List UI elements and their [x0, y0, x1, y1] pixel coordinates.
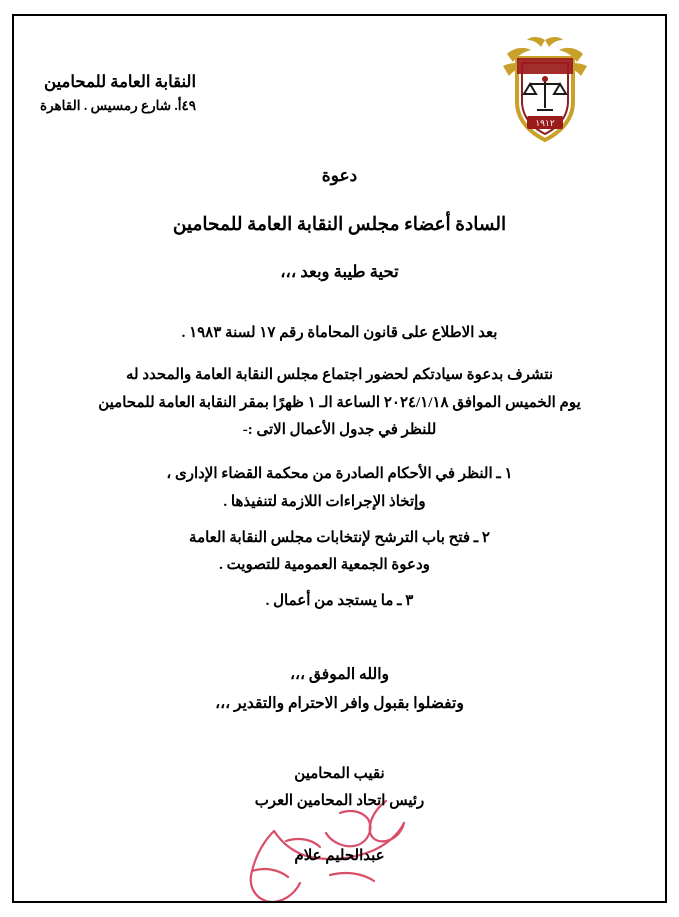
- invitation-line-3: للنظر في جدول الأعمال الاتى :-: [242, 422, 437, 439]
- document-title: دعوة: [321, 166, 358, 185]
- signatory-title-1: نقيب المحامين: [294, 765, 385, 782]
- agenda-item-3-number: ٣: [405, 593, 414, 609]
- agenda-item-1-line-2: وإتخاذ الإجراءات اللازمة لتنفيذها .: [223, 493, 426, 510]
- agenda-item-1-text: ـ النظر في الأحكام الصادرة من محكمة القضاء الإدارى ،: [166, 466, 501, 482]
- agenda-item-3-line-1: [40, 588, 639, 616]
- signature-block: [40, 761, 639, 903]
- signatory-name: عبدالحليم علام: [294, 848, 385, 865]
- agenda-item-1-line-1: [40, 461, 639, 489]
- closing-line-2: وتفضلوا بقبول وافر الاحترام والتقدير ،،،: [215, 695, 464, 713]
- law-reference-paragraph: بعد الاطلاع على قانون المحاماة رقم ١٧ لسنة ١٩٨٣ .: [181, 325, 498, 341]
- agenda-item-2-text: ـ فتح باب الترشح لإنتخابات مجلس النقابة العامة: [189, 529, 479, 546]
- agenda-item: [40, 588, 639, 616]
- closing-line-1: والله الموفق ،،،: [289, 665, 390, 683]
- greeting-line: تحية طيبة وبعد ،،،: [280, 262, 399, 281]
- agenda-item-2-number: ٢: [481, 529, 490, 546]
- letterhead: [40, 32, 639, 140]
- letterhead-text: [40, 32, 204, 116]
- invitation-paragraph: [40, 362, 639, 445]
- invitation-line-1: نتشرف بدعوة سيادتكم لحضور اجتماع مجلس النقابة العامة والمحدد له: [125, 366, 554, 383]
- bar-association-emblem-icon: [497, 34, 593, 146]
- organization-address: ٤٩أ. شارع رمسيس . القاهرة: [40, 97, 197, 113]
- agenda-list: [40, 461, 639, 616]
- emblem-year-text: ١٩١٢: [535, 118, 555, 128]
- agenda-item-3-text: ـ ما يستجد من أعمال .: [265, 593, 402, 609]
- agenda-item: [40, 525, 639, 581]
- agenda-item: [40, 461, 639, 517]
- organization-name: النقابة العامة للمحامين: [44, 72, 197, 91]
- letter-sheet: [12, 14, 667, 903]
- signatory-title-2: رئيس اتحاد المحامين العرب: [254, 793, 425, 810]
- agenda-item-2-line-2: ودعوة الجمعية العمومية للتصويت .: [219, 557, 430, 574]
- agenda-item-1-number: ١: [504, 466, 513, 482]
- invitation-line-2: يوم الخميس الموافق ٢٠٢٤/١/١٨ الساعة الـ ١ ظهرًا بمقر النقابة العامة للمحامين: [98, 394, 581, 411]
- closing-block: [40, 660, 639, 719]
- addressee-line: السادة أعضاء مجلس النقابة العامة للمحامين: [172, 215, 507, 235]
- agenda-item-2-line-1: [40, 525, 639, 553]
